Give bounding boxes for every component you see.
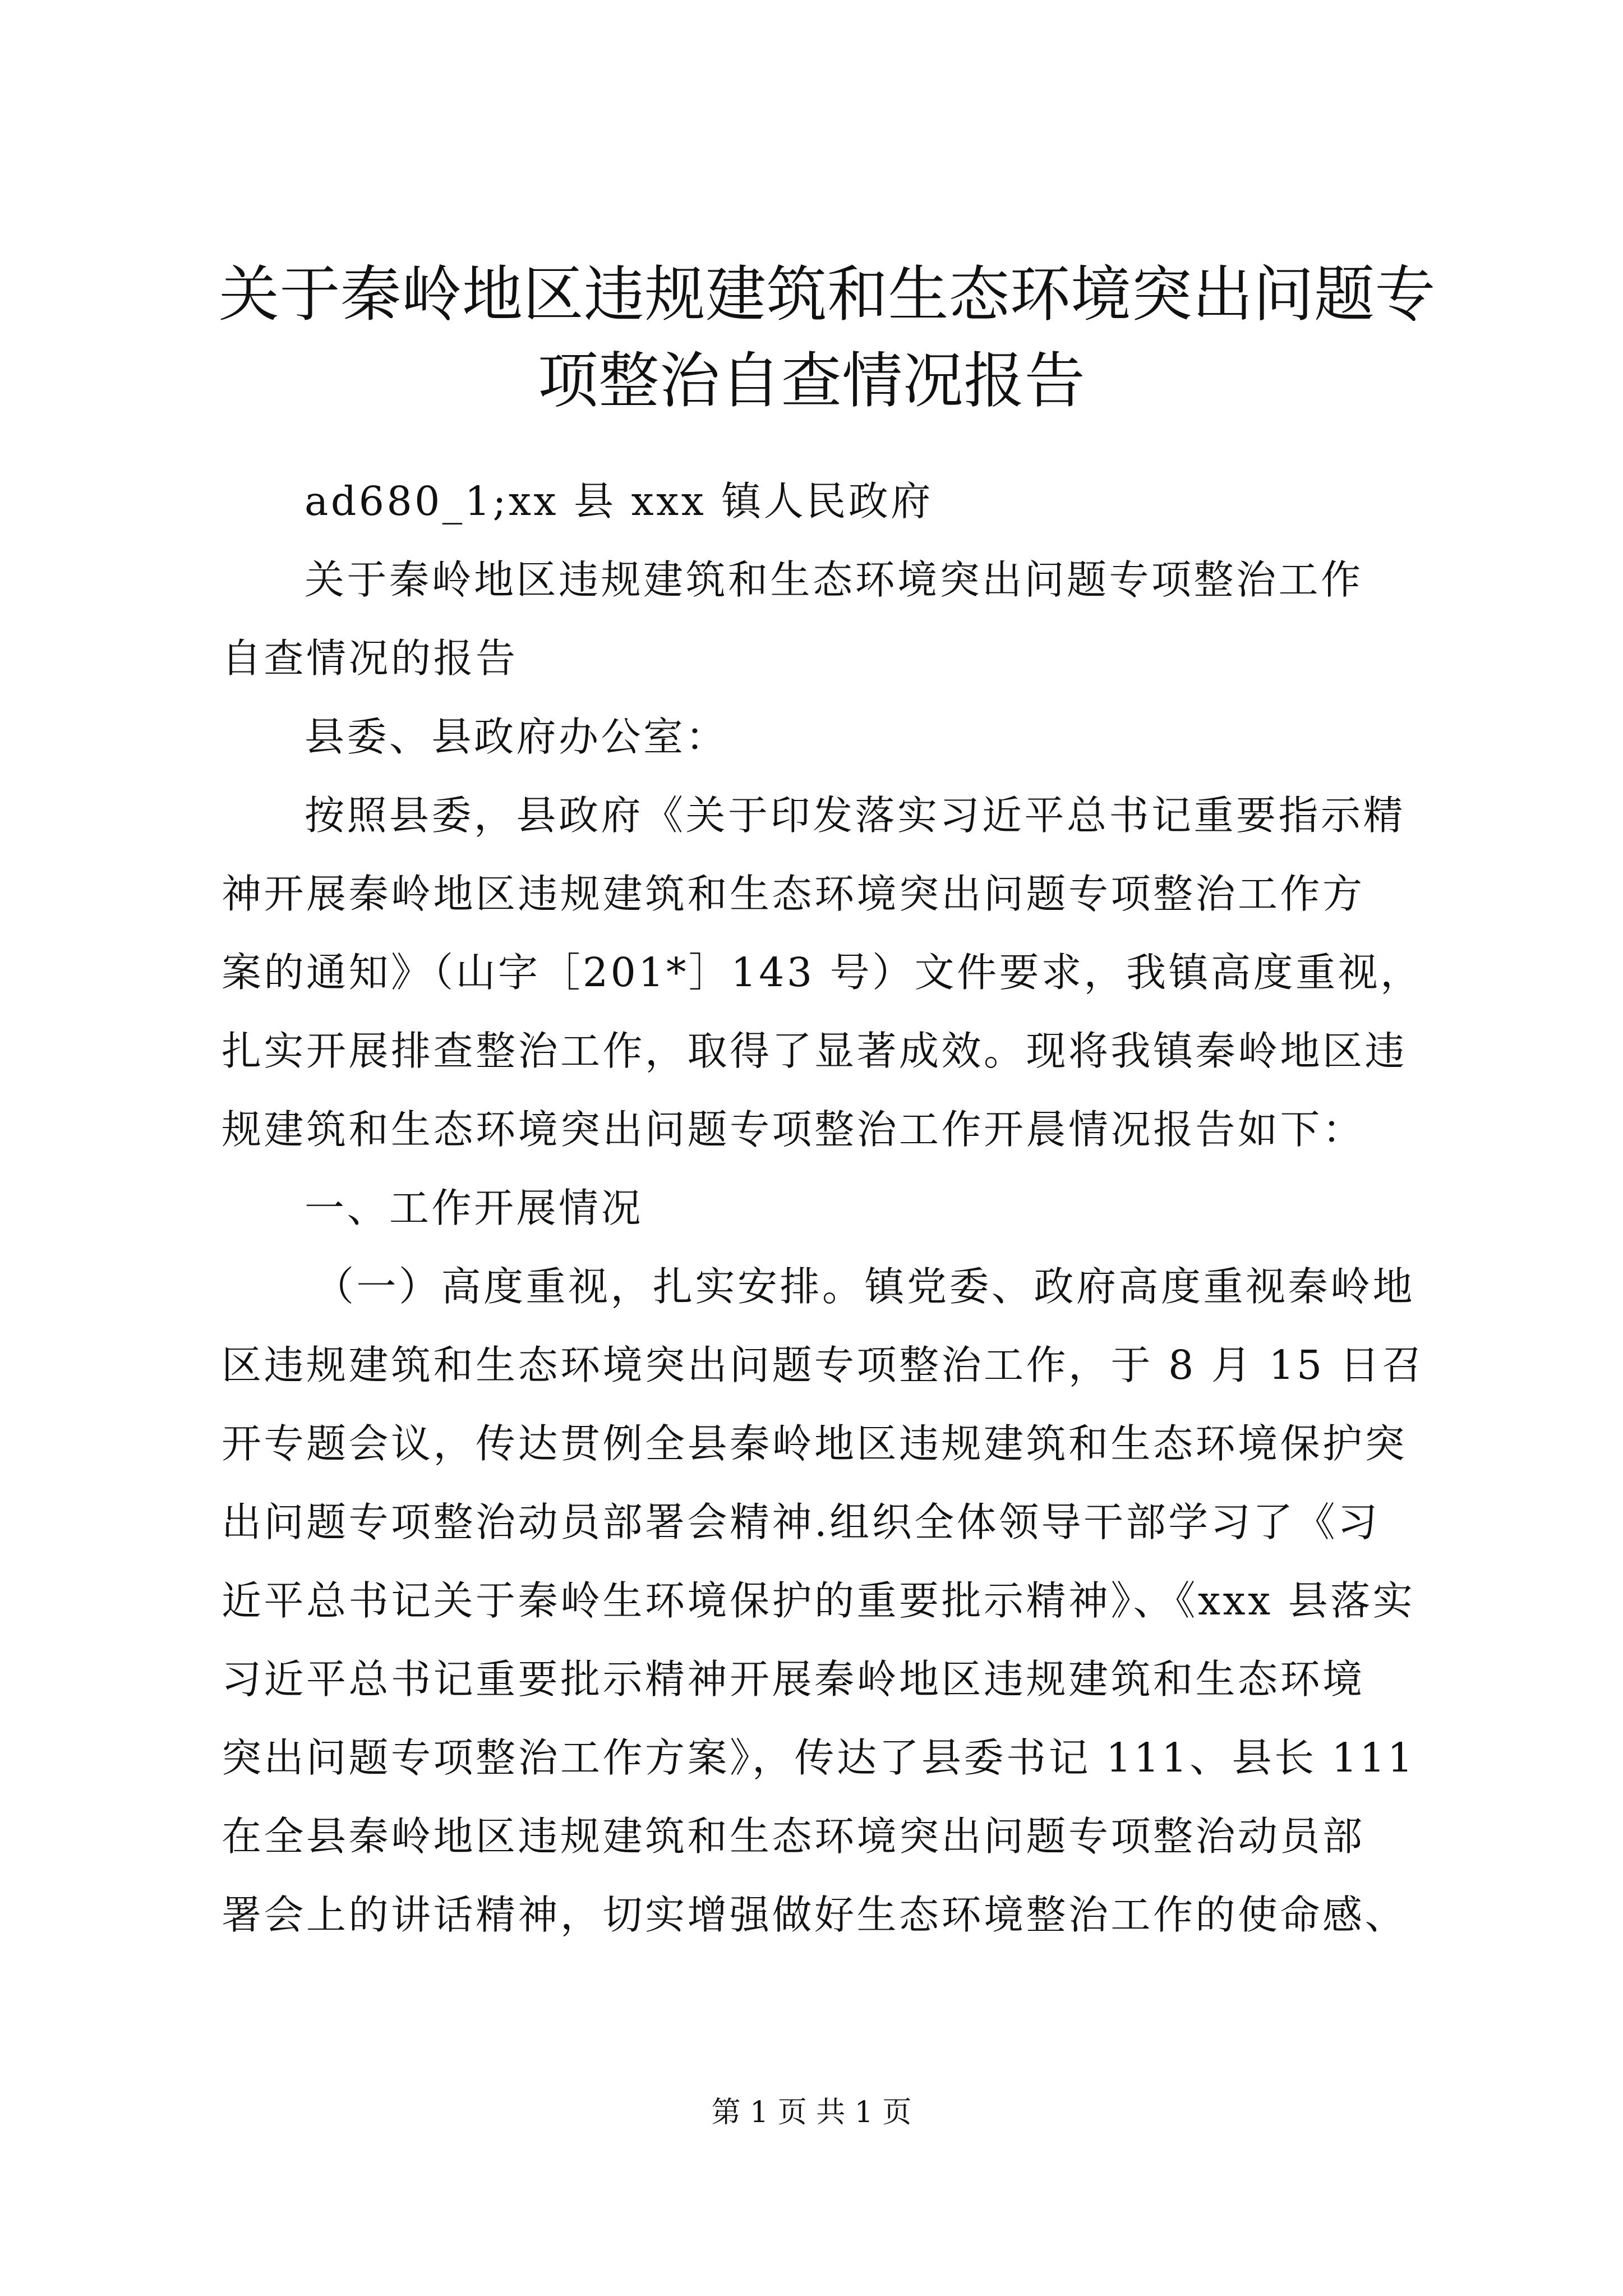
body-line: 神开展秦岭地区违规建筑和生态环境突出问题专项整治工作方 [222,871,1365,917]
document-code-line: ad680_1;xx 县 xxx 镇人民政府 [305,478,933,524]
body-line: 按照县委，县政府《关于印发落实习近平总书记重要指示精 [305,792,1406,839]
body-line: 在全县秦岭地区违规建筑和生态环境突出问题专项整治动员部 [222,1813,1365,1860]
document-title-line-1: 关于秦岭地区违规建筑和生态环境突出问题专 [219,260,1436,330]
body-line: 规建筑和生态环境突出问题专项整治工作开晨情况报告如下： [222,1106,1365,1153]
body-line: 署会上的讲话精神，切实增强做好生态环境整治工作的使命感、 [222,1892,1408,1938]
body-line: 开专题会议，传达贯例全县秦岭地区违规建筑和生态环境保护突 [222,1420,1408,1467]
report-heading-line-2: 自查情况的报告 [222,635,518,682]
body-line: 区违规建筑和生态环境突出问题专项整治工作，于 8 月 15 日召 [222,1342,1424,1388]
report-heading-line-1: 关于秦岭地区违规建筑和生态环境突出问题专项整治工作 [305,556,1363,603]
body-line: 习近平总书记重要批示精神开展秦岭地区违规建筑和生态环境 [222,1656,1365,1703]
body-line: （一）高度重视，扎实安排。镇党委、政府高度重视秦岭地 [314,1263,1415,1310]
document-title-line-2: 项整治自查情况报告 [537,346,1086,416]
body-line: 突出问题专项整治工作方案》，传达了县委书记 111、县长 111 [222,1734,1415,1781]
body-line: 案的通知》（山字［201*］143 号）文件要求，我镇高度重视， [222,949,1423,996]
page-number-footer: 第 1 页 共 1 页 [711,2096,912,2129]
body-line: 出问题专项整治动员部署会精神.组织全体领导干部学习了《习 [222,1499,1380,1545]
body-line: 近平总书记关于秦岭生环境保护的重要批示精神》、《xxx 县落实 [222,1577,1415,1624]
addressee-line: 县委、县政府办公室： [305,714,728,760]
section-heading: 一、工作开展情况 [305,1185,644,1231]
body-line: 扎实开展排查整治工作，取得了显著成效。现将我镇秦岭地区违 [222,1028,1408,1074]
